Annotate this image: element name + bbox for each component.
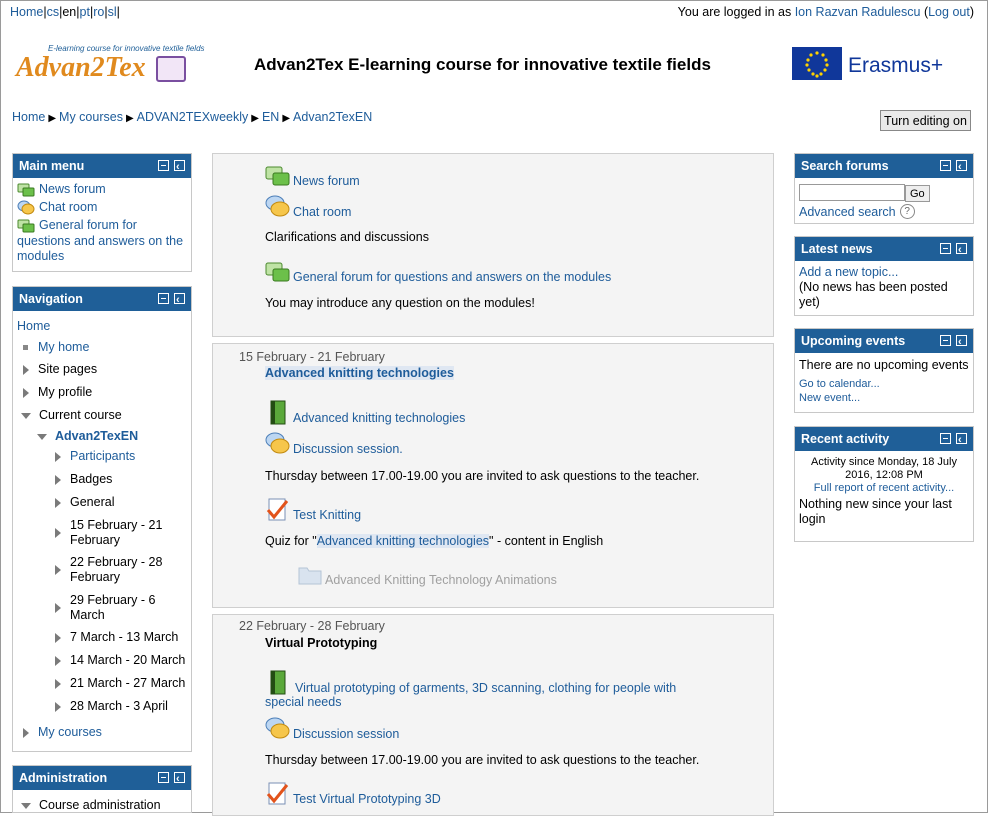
go-button[interactable]: Go (905, 185, 930, 202)
breadcrumb-home[interactable]: Home (12, 110, 46, 124)
collapse-icon (21, 413, 31, 419)
activity-chat-room[interactable]: Chat room (265, 194, 351, 220)
no-news-text: (No news has been posted yet) (799, 280, 948, 309)
dock-icon[interactable] (956, 335, 967, 346)
laptop-icon (156, 56, 186, 82)
search-forums-block (794, 153, 974, 224)
administration-header: Administration ‹ (13, 766, 191, 790)
breadcrumb-category[interactable]: ADVAN2TEXweekly (136, 110, 249, 124)
forum-icon (265, 163, 291, 189)
forum-icon (17, 182, 35, 198)
forum-description: You may introduce any question on the modules! (265, 296, 535, 310)
nav-week-1[interactable]: 15 February - 21 February (55, 518, 175, 548)
nav-participants[interactable]: Participants (55, 449, 135, 463)
collapse-icon[interactable] (158, 293, 169, 304)
expand-icon (55, 679, 61, 689)
activity-discussion-session[interactable]: Discussion session. (265, 431, 403, 457)
expand-icon (55, 656, 61, 666)
turn-editing-on-button[interactable]: Turn editing on (880, 110, 971, 131)
advanced-search-link[interactable]: Advanced search (799, 204, 896, 219)
logout-link[interactable]: Log out (928, 5, 970, 19)
language-bar: Home|cs|en|pt|ro|sl| (10, 5, 120, 19)
activity-test-virtual-prototyping[interactable]: Test Virtual Prototyping 3D (265, 781, 441, 807)
dock-icon[interactable] (174, 160, 185, 171)
quiz-description-link[interactable]: Advanced knitting technologies (316, 534, 490, 548)
nav-site-pages[interactable]: Site pages (23, 362, 97, 376)
breadcrumb-course[interactable]: Advan2TexEN (293, 110, 373, 124)
navigation-block (12, 286, 192, 752)
recent-activity-header: Recent activity ‹ (795, 427, 973, 451)
collapse-icon (21, 803, 31, 809)
chat-icon (265, 194, 291, 220)
collapse-icon[interactable] (158, 772, 169, 783)
expand-icon (55, 565, 61, 575)
quiz-icon (265, 781, 291, 807)
help-icon[interactable]: ? (900, 204, 915, 219)
collapse-icon[interactable] (158, 160, 169, 171)
section-dates: 15 February - 21 February (239, 350, 385, 364)
collapse-icon[interactable] (940, 335, 951, 346)
nav-my-home[interactable]: My home (38, 340, 90, 354)
activity-folder-animations[interactable]: Advanced Knitting Technology Animations (297, 562, 557, 588)
main-menu-header: Main menu ‹ (13, 154, 191, 178)
expand-icon (55, 475, 61, 485)
nav-current-course[interactable]: Current course (21, 408, 122, 422)
expand-icon (55, 452, 61, 462)
latest-news-header: Latest news ‹ (795, 237, 973, 261)
activity-general-forum[interactable]: General forum for questions and answers on the modules (265, 259, 611, 285)
eu-flag-icon (792, 47, 842, 80)
advan2tex-logo[interactable]: E-learning course for innovative textile fields Advan2Tex (16, 44, 205, 83)
lang-sl[interactable]: sl (107, 5, 117, 19)
full-report-link[interactable]: Full report of recent activity... (813, 482, 955, 494)
go-to-calendar-link[interactable]: Go to calendar... (799, 378, 880, 390)
book-link[interactable]: Virtual prototyping of garments, 3D scanning, clothing for people with special needs (265, 681, 677, 709)
expand-icon (55, 528, 61, 538)
breadcrumb-my-courses[interactable]: My courses (59, 110, 123, 124)
expand-icon (23, 388, 29, 398)
course-section-week-2 (212, 614, 774, 816)
recent-activity-block (794, 426, 974, 542)
breadcrumb-en[interactable]: EN (261, 110, 280, 124)
section-title: Virtual Prototyping (265, 636, 378, 650)
session-description: Thursday between 17.00-19.00 you are invited to ask questions to the teacher. (265, 469, 700, 483)
collapse-icon[interactable] (940, 160, 951, 171)
nav-course[interactable]: Advan2TexEN (37, 429, 138, 443)
expand-icon (23, 728, 29, 738)
forum-icon (17, 218, 35, 234)
dock-icon[interactable] (174, 772, 185, 783)
activity-news-forum[interactable]: News forum (265, 163, 360, 189)
add-new-topic-link[interactable]: Add a new topic... (799, 265, 899, 279)
nav-week-2[interactable]: 22 February - 28 February (55, 555, 175, 585)
administration-block (12, 765, 192, 813)
latest-news-block (794, 236, 974, 316)
upcoming-events-header: Upcoming events ‹ (795, 329, 973, 353)
lang-cs[interactable]: cs (46, 5, 60, 19)
expand-icon (55, 633, 61, 643)
search-forums-header: Search forums ‹ (795, 154, 973, 178)
nothing-new-text: Nothing new since your last login (799, 497, 952, 526)
login-info: You are logged in as Ion Razvan Radulescu (Log out) (677, 5, 974, 19)
upcoming-events-block (794, 328, 974, 413)
quiz-icon (265, 497, 291, 523)
nav-week-5[interactable]: 14 March - 20 March (55, 653, 185, 667)
activity-since-text: Activity since Monday, 18 July 2016, 12:08 PM (811, 456, 957, 481)
menu-item-news-forum[interactable]: News forum (17, 182, 187, 198)
section-title[interactable]: Advanced knitting technologies (265, 366, 454, 380)
activity-test-knitting[interactable]: Test Knitting (265, 497, 361, 523)
no-events-text: There are no upcoming events (799, 358, 969, 372)
nav-week-3[interactable]: 29 February - 6 March (55, 593, 175, 623)
chat-icon (265, 431, 291, 457)
menu-item-chat-room[interactable]: Chat room (17, 200, 187, 216)
chat-icon (265, 716, 291, 742)
collapse-icon[interactable] (940, 243, 951, 254)
expand-icon (55, 603, 61, 613)
folder-icon (297, 562, 323, 588)
course-section-general (212, 153, 774, 337)
nav-course-administration[interactable]: Course administration (21, 798, 161, 812)
nav-badges[interactable]: Badges (55, 472, 112, 486)
session-description: Thursday between 17.00-19.00 you are invited to ask questions to the teacher. (265, 753, 700, 767)
chat-description: Clarifications and discussions (265, 230, 429, 244)
lang-en[interactable]: en (62, 5, 77, 19)
activity-book-knitting[interactable]: Advanced knitting technologies (265, 400, 465, 426)
course-section-week-1 (212, 343, 774, 608)
erasmus-logo: Erasmus+ (792, 46, 962, 82)
book-icon (265, 400, 291, 426)
dock-icon[interactable] (174, 293, 185, 304)
nav-my-profile[interactable]: My profile (23, 385, 92, 399)
dock-icon[interactable] (956, 160, 967, 171)
collapse-icon[interactable] (940, 433, 951, 444)
nav-week-4[interactable]: 7 March - 13 March (55, 630, 178, 644)
new-event-link[interactable]: New event... (799, 392, 861, 404)
user-link[interactable]: Ion Razvan Radulescu (794, 5, 921, 19)
forum-icon (265, 259, 291, 285)
expand-icon (23, 365, 29, 375)
breadcrumb: Home ▶ My courses ▶ ADVAN2TEXweekly ▶ EN ▶ Advan2TexEN (12, 110, 373, 124)
section-dates: 22 February - 28 February (239, 619, 385, 633)
bullet-icon (23, 345, 28, 350)
main-menu-block (12, 153, 192, 272)
lang-ro[interactable]: ro (93, 5, 105, 19)
nav-week-7[interactable]: 28 March - 3 April (55, 699, 168, 713)
search-input[interactable] (799, 184, 905, 201)
nav-my-courses[interactable]: My courses (23, 725, 102, 739)
menu-item-general-forum[interactable]: General forum for questions and answers on the modules (17, 218, 184, 263)
activity-discussion-session[interactable]: Discussion session (265, 716, 399, 742)
dock-icon[interactable] (956, 433, 967, 444)
home-link[interactable]: Home (10, 5, 44, 19)
nav-general[interactable]: General (55, 495, 114, 509)
nav-home[interactable]: Home (17, 319, 51, 333)
chat-icon (17, 200, 35, 216)
expand-icon (55, 498, 61, 508)
navigation-header: Navigation ‹ (13, 287, 191, 311)
dock-icon[interactable] (956, 243, 967, 254)
expand-icon (55, 702, 61, 712)
collapse-icon (37, 434, 47, 440)
quiz-description: Quiz for "Advanced knitting technologies" - content in English (265, 534, 604, 548)
nav-week-6[interactable]: 21 March - 27 March (55, 676, 185, 690)
lang-pt[interactable]: pt (79, 5, 90, 19)
page-title: Advan2Tex E-learning course for innovative textile fields (254, 55, 711, 74)
